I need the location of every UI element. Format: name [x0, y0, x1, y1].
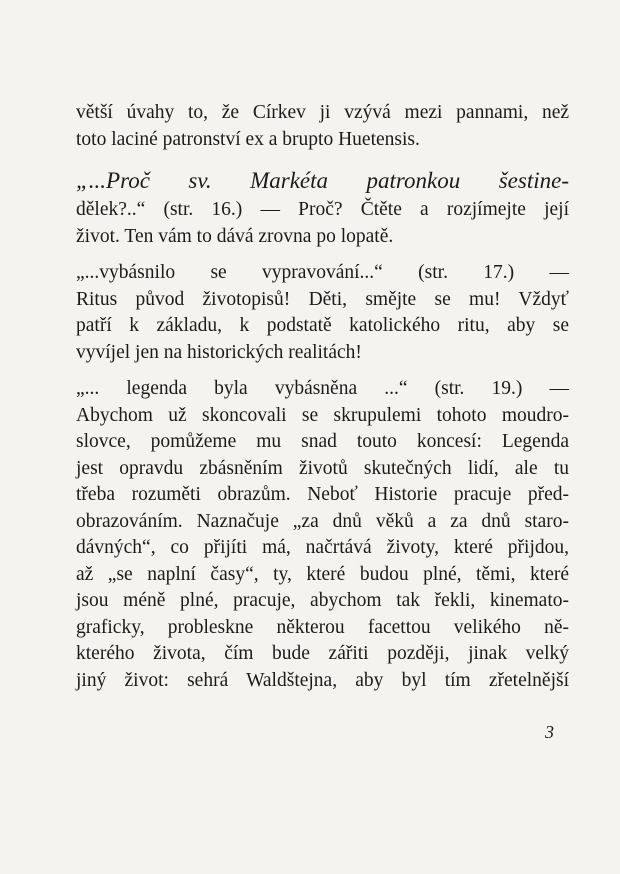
text-line-2: toto laciné patronství ex a brupto Huetensis. [76, 128, 420, 150]
text-line-8: patří k základu, k podstatě katolického ritu, aby se [76, 315, 569, 336]
text-line-11: Abychom už skoncovali se skrupulemi tohoto moudro- [76, 404, 569, 426]
page-number: 3 [545, 722, 554, 742]
body-text [76, 100, 569, 694]
paragraph-gap [76, 250, 569, 260]
text-line-12: slovce, pomůžeme mu snad touto koncesí: Legenda [76, 431, 569, 452]
text-line-5: život. Ten vám to dává zrovna po lopatě. [76, 225, 394, 247]
text-line-9: vyvíjel jen na historických realitách! [76, 341, 362, 363]
text-line-7: Ritus původ životopisů! Děti, smějte se mu! Vždyť [76, 288, 569, 310]
text-line-4: dělek?..“ (str. 16.) — Proč? Čtěte a rozjímejte její [76, 199, 569, 220]
text-line-19: graficky, probleskne některou facettou velikého ně- [76, 616, 569, 638]
text-line-1: větší úvahy to, že Církev ji vzývá mezi pannami, než [76, 102, 569, 123]
text-line-20: kterého života, čím bude zářiti později, jinak velký [76, 643, 569, 664]
paragraph-gap [76, 153, 569, 165]
text-line-21: jiný život: sehrá Waldštejna, aby byl tím zřetelnější [76, 669, 569, 691]
text-line-16: dávných“, co přijíti má, načrtává životy, které přijdou, [76, 537, 569, 558]
text-line-10: „... legenda byla vybásněna ...“ (str. 19.) — [76, 378, 569, 399]
text-line-13: jest opravdu zbásněním životů skutečných lidí, ale tu [76, 457, 569, 479]
paragraph-gap [76, 366, 569, 376]
quoted-heading-1: „...Proč sv. Markéta patronkou šestine- [76, 168, 569, 193]
text-line-6: „...vybásnilo se vypravování...“ (str. 17.) — [76, 262, 569, 283]
text-line-18: jsou méně plné, pracuje, abychom tak řekli, kinemato- [76, 590, 569, 611]
text-line-14: třeba rozuměti obrazům. Neboť Historie pracuje před- [76, 484, 569, 505]
text-line-17: až „se naplní časy“, ty, které budou plné, těmi, které [76, 563, 569, 585]
text-line-15: obrazováním. Naznačuje „za dnů věků a za dnů staro- [76, 510, 569, 532]
